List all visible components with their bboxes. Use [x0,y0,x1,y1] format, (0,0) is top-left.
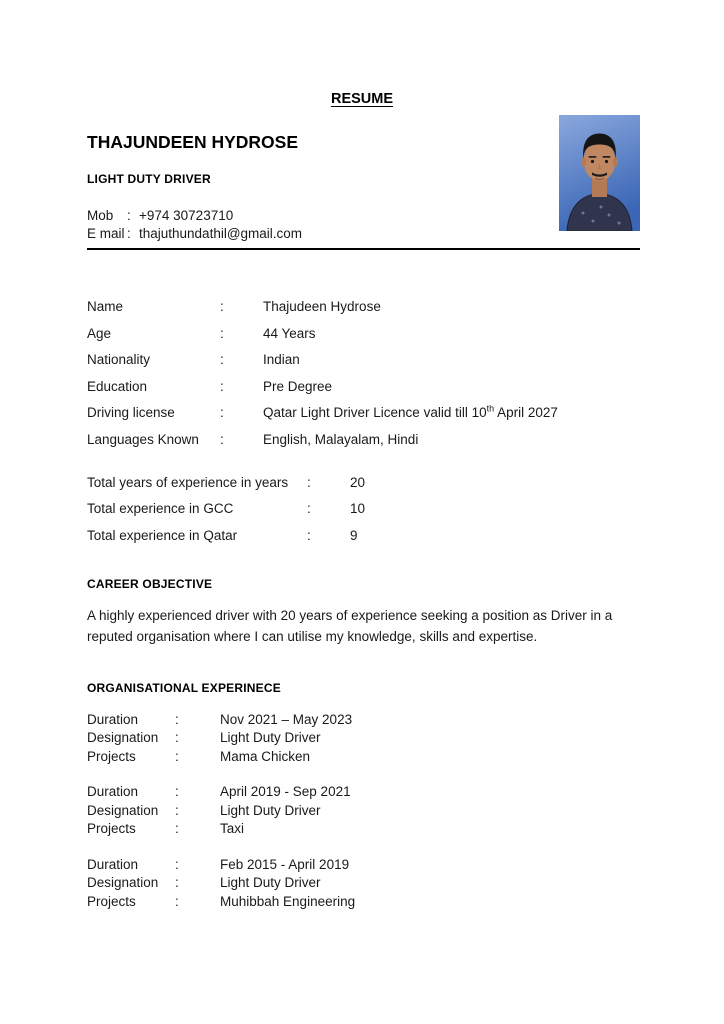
personal-details-section [87,298,640,448]
colon-separator: : [175,802,179,818]
detail-value: 44 Years [263,325,316,341]
colon-separator: : [220,378,224,394]
license-text-end: April 2027 [494,405,558,420]
detail-label: Age [87,325,112,341]
colon-separator: : [307,474,311,490]
organisational-experience-heading: ORGANISATIONAL EXPERINECE [87,680,281,695]
contact-block [87,207,640,242]
detail-value: Pre Degree [263,378,333,394]
mobile-label: Mob [87,208,114,223]
detail-row-languages [87,431,640,448]
detail-row-driving-license [87,404,640,421]
projects-row [87,748,640,767]
detail-value: Thajudeen Hydrose [263,299,381,314]
projects-label: Projects [87,893,136,909]
summary-label: Total years of experience in years [87,474,289,490]
detail-row-nationality [87,351,640,368]
projects-value: Mama Chicken [220,748,311,764]
colon-separator: : [175,893,179,909]
experience-summary-section [87,474,640,544]
mobile-row [87,207,640,225]
detail-row-education [87,378,640,395]
experience-entry-3 [87,856,640,912]
duration-label: Duration [87,856,139,872]
colon-separator: : [175,821,179,836]
designation-row [87,729,640,748]
designation-row [87,802,640,821]
projects-label: Projects [87,821,136,836]
projects-value: Muhibbah Engineering [220,893,356,909]
email-address: thajuthundathil@gmail.com [139,225,303,241]
detail-value [263,404,640,421]
projects-label: Projects [87,748,136,764]
duration-label: Duration [87,784,139,799]
colon-separator: : [175,711,179,727]
candidate-role: LIGHT DUTY DRIVER [87,172,211,186]
duration-label: Duration [87,711,139,727]
summary-label: Total experience in GCC [87,501,234,516]
document-title: RESUME [330,91,394,107]
experience-entry-1 [87,711,640,767]
summary-value: 9 [350,527,358,543]
summary-row-total-years [87,474,640,491]
detail-label: Education [87,378,148,394]
duration-value: Feb 2015 - April 2019 [220,856,350,872]
projects-row [87,893,640,912]
designation-value: Light Duty Driver [220,730,321,745]
colon-separator: : [220,325,224,341]
detail-row-age [87,325,640,342]
detail-label: Name [87,299,124,314]
colon-separator: : [127,208,131,223]
header-section [87,132,640,250]
summary-row-gcc [87,500,640,517]
license-text: Qatar Light Driver Licence valid till 10 [263,405,487,420]
summary-value: 10 [350,501,366,516]
candidate-name: THAJUNDEEN HYDROSE [87,132,298,152]
mobile-number: +974 30723710 [139,208,234,223]
colon-separator: : [307,501,311,516]
colon-separator: : [175,784,179,799]
detail-label: Languages Known [87,431,199,447]
organisational-experience-section [87,711,640,912]
duration-row [87,783,640,802]
summary-value: 20 [350,474,366,490]
duration-value: April 2019 - Sep 2021 [220,784,351,799]
designation-value: Light Duty Driver [220,802,321,818]
ordinal-suffix: th [486,403,495,414]
duration-value: Nov 2021 – May 2023 [220,711,353,727]
colon-separator: : [220,299,224,314]
colon-separator: : [220,352,224,367]
detail-value: English, Malayalam, Hindi [263,431,419,447]
projects-row [87,820,640,839]
designation-label: Designation [87,802,159,818]
designation-label: Designation [87,875,159,890]
colon-separator: : [220,405,224,420]
projects-value: Taxi [220,821,245,836]
summary-label: Total experience in Qatar [87,527,238,543]
title-row [0,0,724,108]
colon-separator: : [175,856,179,872]
colon-separator: : [307,527,311,543]
colon-separator: : [175,875,179,890]
experience-entry-2 [87,783,640,839]
career-objective-text: A highly experienced driver with 20 years of experience seeking a position as Driver in a reputed organisation where I can utilise my knowledge, skills and expertise. [87,607,613,644]
detail-value: Indian [263,352,300,367]
colon-separator: : [220,431,224,447]
portrait-photo-graphic [559,115,640,231]
colon-separator: : [175,730,179,745]
colon-separator: : [127,225,131,241]
career-objective-heading: CAREER OBJECTIVE [87,576,213,591]
detail-label: Driving license [87,405,175,420]
email-row [87,225,640,243]
duration-row [87,856,640,875]
duration-row [87,711,640,730]
email-label: E mail [87,225,125,241]
colon-separator: : [175,748,179,764]
designation-row [87,874,640,893]
divider-line [87,248,640,250]
designation-value: Light Duty Driver [220,875,321,890]
designation-label: Designation [87,730,159,745]
detail-label: Nationality [87,352,151,367]
detail-row-name [87,298,640,315]
portrait-photo [559,115,640,231]
summary-row-qatar [87,527,640,544]
